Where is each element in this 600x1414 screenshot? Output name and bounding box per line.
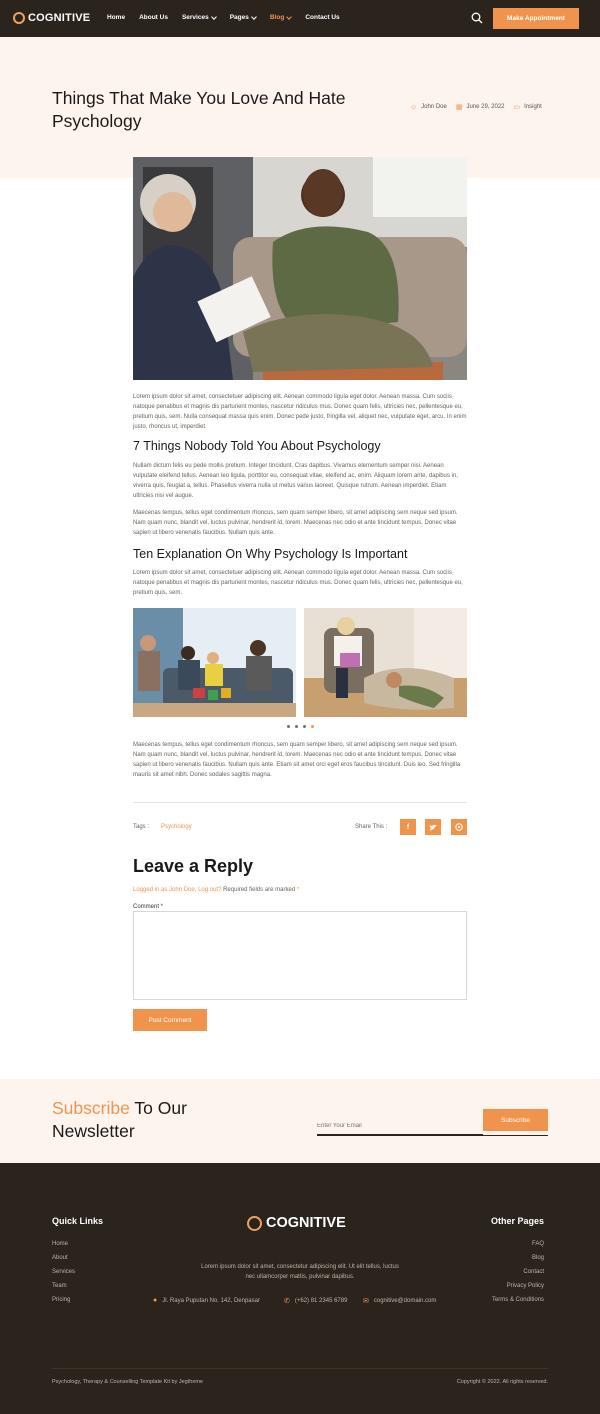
nav-blog-label: Blog xyxy=(269,14,285,21)
footer-phone[interactable] xyxy=(284,1297,347,1305)
post-tags xyxy=(133,824,192,830)
facebook-icon[interactable]: f xyxy=(400,819,416,835)
phone-text: (+62) 81 2345 6789 xyxy=(294,1298,348,1304)
post-date: June 29, 2022 xyxy=(466,104,505,110)
logout-link[interactable]: Log out? xyxy=(198,887,222,893)
paragraph-5: Maecenas tempus, tellus eget condimentum rhoncus, sem quam semper libero, sit amet adipiscing sem neque sed ipsum. Nam quam nunc, blandit vel, luctus pulvinar, hendrerit id, lorem. Maecenas nec odio et ante tincidunt tempus. Donec vitae sapien ut libero venenatis faucibus. Nullam quis ante. Etiam sit amet orci eget eros faucibus tincidunt. Duis leo. Sed fringilla mauris sit amet nibh. Donec sodales sagittis magna. xyxy=(133,742,461,778)
logo-mark-icon xyxy=(13,12,25,24)
footer-link-services[interactable]: Services xyxy=(52,1269,76,1275)
nav-contact[interactable] xyxy=(305,14,339,21)
paragraph-3: Maecenas tempus, tellus eget condimentum rhoncus, sem quam semper libero, sit amet adipiscing sem neque sed ipsum. Nam quam nunc, blandit vel, luctus pulvinar, hendrerit id, lorem. Maecenas nec odio et ante tincidunt tempus. Donec vitae sapien ut libero venenatis faucibus. Nullam quis ante. xyxy=(133,510,458,536)
newsletter-title-accent: Subscribe xyxy=(52,1098,130,1118)
twitter-bird-icon xyxy=(429,824,437,831)
address-text: Jl. Raya Puputan No. 142, Denpasar xyxy=(162,1297,260,1304)
nav-blog[interactable] xyxy=(270,14,291,21)
logged-in-notice: Logged in as John Doe, Log out? Required fields are marked * xyxy=(133,887,300,893)
newsletter-title-rest: To Our Newsletter xyxy=(52,1098,187,1141)
footer-link-home[interactable]: Home xyxy=(52,1241,69,1247)
newsletter-email-input[interactable] xyxy=(317,1111,483,1135)
logo-mark-icon xyxy=(247,1216,262,1231)
tags-label: Tags : xyxy=(133,824,150,830)
featured-image xyxy=(133,157,467,380)
heading-7-things: 7 Things Nobody Told You About Psychology xyxy=(133,439,381,453)
phone-icon: ✆ xyxy=(284,1298,290,1305)
nav-contact-label: Contact Us xyxy=(305,14,340,21)
footer-copyright: Copyright © 2022. All rights reserved. xyxy=(456,1379,548,1385)
tag-link[interactable]: Psychology xyxy=(161,824,192,830)
divider xyxy=(133,802,467,803)
mail-icon: ✉ xyxy=(363,1298,369,1305)
share-label: Share This : xyxy=(355,824,388,830)
footer-link-contact[interactable]: Contact xyxy=(523,1269,544,1275)
footer-description: Lorem ipsum dolor sit amet, consectetur adipiscing elit. Ut elit tellus, luctus nec ullamcorper mattis, pulvinar dapibus. xyxy=(201,1264,399,1280)
chevron-down-icon xyxy=(286,14,292,20)
twitter-icon[interactable] xyxy=(425,819,441,835)
post-category: Insight xyxy=(524,104,542,110)
quick-links-title: Quick Links xyxy=(52,1216,104,1226)
meta-date xyxy=(456,103,505,111)
required-asterisk: * xyxy=(296,887,300,893)
footer-credit: Psychology, Therapy & Counselling Template Kit by Jegtheme xyxy=(52,1379,204,1385)
footer-link-faq[interactable]: FAQ xyxy=(531,1241,544,1247)
gallery-image-family-therapy[interactable] xyxy=(133,608,296,717)
whatsapp-glyph-icon xyxy=(455,823,463,831)
nav-about[interactable] xyxy=(139,14,168,21)
footer-email[interactable] xyxy=(363,1297,436,1305)
post-title: Things That Make You Love And Hate Psychology xyxy=(52,88,346,131)
logged-in-link[interactable]: Logged in as John Doe xyxy=(133,887,195,893)
meta-author[interactable] xyxy=(410,103,447,111)
location-pin-icon: ● xyxy=(153,1297,158,1304)
comment-textarea[interactable] xyxy=(133,911,467,1000)
logo[interactable] xyxy=(13,12,90,24)
chevron-down-icon xyxy=(251,14,257,20)
calendar-icon: ▦ xyxy=(455,104,463,111)
footer-logo-text: COGNITIVE xyxy=(266,1215,346,1231)
subscribe-button[interactable]: Subscribe xyxy=(483,1109,548,1131)
post-meta xyxy=(410,103,542,111)
paragraph-4: Lorem ipsum dolor sit amet, consectetuer adipiscing elit. Aenean commodo ligula eget dolor. Aenean massa. Cum sociis natoque penatibus et magnis dis parturient montes, nascetur ridiculus mus. Donec quam felis, ultricies nec, pellentesque eu, pretium quis, sem. xyxy=(133,570,463,596)
footer-logo[interactable] xyxy=(247,1215,346,1231)
search-icon[interactable] xyxy=(471,12,483,24)
gallery-dot[interactable] xyxy=(303,725,306,728)
paragraph-intro: Lorem ipsum dolor sit amet, consectetuer adipiscing elit. Aenean commodo ligula eget dolor. Aenean massa. Cum sociis natoque penatibus et magnis dis parturient montes, nascetur ridiculus mus. Donec quam felis, ultricies nec, pellentesque eu, pretium quis, sem. Nulla consequat massa quis enim. Donec pede justo, fringilla vel, aliquet nec, vulputate eget, arcu. In enim justo, rhoncus ut, imperdiet. xyxy=(133,394,467,430)
whatsapp-icon[interactable] xyxy=(451,819,467,835)
newsletter-title xyxy=(52,1097,272,1143)
meta-category[interactable] xyxy=(514,103,542,111)
footer-divider xyxy=(52,1368,548,1369)
nav-about-label: About Us xyxy=(139,14,168,21)
gallery-dot-active[interactable] xyxy=(311,725,314,728)
chevron-down-icon xyxy=(211,14,217,20)
make-appointment-button[interactable]: Make Appointment xyxy=(493,8,579,29)
footer-address xyxy=(153,1297,260,1304)
footer-link-about[interactable]: About xyxy=(52,1255,68,1261)
user-icon: ☺ xyxy=(410,103,418,111)
main-nav xyxy=(107,14,340,21)
logo-text: COGNITIVE xyxy=(28,12,91,24)
nav-pages[interactable] xyxy=(230,14,256,21)
gallery-dot[interactable] xyxy=(287,725,290,728)
folder-icon: ▭ xyxy=(513,104,521,111)
nav-pages-label: Pages xyxy=(229,14,249,21)
footer-link-blog[interactable]: Blog xyxy=(531,1255,544,1261)
gallery-pagination xyxy=(287,725,314,728)
heading-ten-explanation: Ten Explanation On Why Psychology Is Important xyxy=(133,547,408,561)
post-comment-button[interactable]: Post Comment xyxy=(133,1009,207,1031)
site-header xyxy=(0,0,600,37)
nav-services-label: Services xyxy=(181,14,209,21)
site-footer xyxy=(0,1163,600,1414)
reply-title: Leave a Reply xyxy=(133,856,254,876)
newsletter-section xyxy=(0,1079,600,1163)
footer-link-terms[interactable]: Terms & Conditions xyxy=(491,1297,544,1303)
gallery-dot[interactable] xyxy=(295,725,298,728)
footer-link-privacy[interactable]: Privacy Policy xyxy=(506,1283,544,1289)
required-note: Required fields are marked xyxy=(223,887,296,893)
nav-home[interactable] xyxy=(107,14,125,21)
email-text: cognitive@domain.com xyxy=(373,1298,437,1304)
gallery-image-counselling[interactable] xyxy=(304,608,467,717)
paragraph-2: Nullam dictum felis eu pede mollis pretium. Integer tincidunt. Cras dapibus. Vivamus elementum semper nisi. Aenean vulputate eleifend tellus. Aenean leo ligula, porttitor eu, consequat vitae, eleifend ac, enim. Aliquam lorem ante, dapibus in, viverra quis, feugiat a, tellus. Phasellus viverra nulla ut metus varius laoreet. Quisque rutrum. Aenean imperdiet. Etiam ultricies nisi vel augue. xyxy=(133,463,458,499)
comment-label: Comment * xyxy=(133,904,164,910)
footer-link-team[interactable]: Team xyxy=(52,1283,67,1289)
newsletter-underline xyxy=(317,1135,548,1136)
nav-home-label: Home xyxy=(107,14,126,21)
other-pages-title: Other Pages xyxy=(490,1216,544,1226)
nav-services[interactable] xyxy=(182,14,216,21)
footer-link-pricing[interactable]: Pricing xyxy=(52,1297,71,1303)
author-name: John Doe xyxy=(421,104,447,110)
